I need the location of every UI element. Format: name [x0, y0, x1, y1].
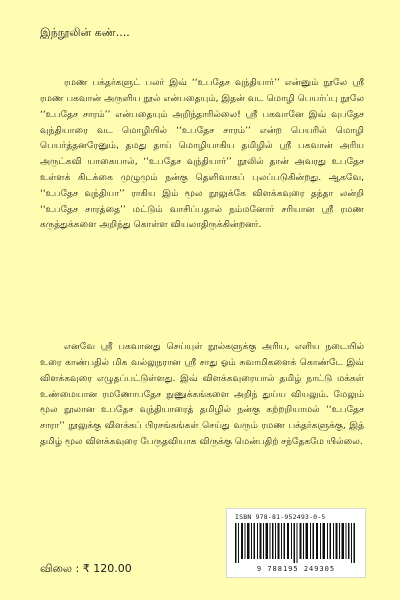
isbn-barcode-block — [226, 508, 366, 578]
barcode-icon — [235, 523, 357, 563]
paragraph-2: எனவே ஸ்ரீ பகவானது செய்யுள் நூல்களுக்கு அரிய, எளிய நடையில் உரை காண்பதில் மிக வல்லுநரான ஸ்ரீ சாது ஓம் சுவாமிகளைக் கொண்டே இவ் விளக்கவுரை எழுதப்பட்டுள்ளது. இவ் விளக்கவுரையால் தமிழ் நாட்டு மக்கள் உண்மையான ரமணோபதேச நுணுக்கங்களை அறிந் துய்ய வியலும். மேலும் மூல நூலான உபதேச வுந்தியாரைத் தமிழில் நன்கு கற்றறியாமல் ‘‘உபதேச சாரா’’ நூலுக்கு விளக்கப் பிரசங்கங்கள் செய்து வரும் ரமண பக்தர்களுக்கு, இத் தமிழ் மூல விளக்கவுரை பேருதவியாக விருக்கு மென்பதிற் சந்தேகமே யில்லை. — [40, 341, 364, 447]
paragraph-1: ரமண பக்தர்களுட் பலர் இவ் ‘‘உபதேச வுந்தியார்’’ என்னும் நூலே ஸ்ரீ ரமண பகவான் அருளிய நூல் என்பதையும், இதன் வட மொழி பெயர்ப்பு நூலே ‘‘உபதேச சாரம்’’ என்பதையும் அறிந்தாரில்லை! ஸ்ரீ பகவானே இவ் வுபதேச வுந்தியாரை வட மொழியில் ‘‘உபதேச சாரம்’’ என்ற பெயரில் மொழி பெயர்த்தனரேனும், தமது தாய் மொழியாகிய தமிழில் ஸ்ரீ பகவான் அரிய அருட்கவி யாகையால், ‘‘உபதேச வுந்தியார்’’ நூலில் தான் அவரது உபதேச உள்ளக் கிடக்கை முழுமும் நன்கு தெளிவாகப் புலப்படுகின்றது. ஆகவே, ‘‘உபதேச வுந்தியா’’ ராகிய இம் மூல நூலுக்கே விளக்கவுரை தந்தா லன்றி ‘‘உபதேச சாரத்தை’’ மட்டும் வாசிப்பதால் நம்மனோர் சரியான ஸ்ரீ ரமண கருத்துக்களை அறிந்து கொள்ள வியலாதிருக்கின்றனர். — [40, 77, 364, 231]
barcode-number: 9 788195 249305 — [256, 565, 336, 573]
isbn-label: ISBN 978-81-952493-0-5 — [235, 513, 326, 521]
price-label: விலை : ₹ 120.00 — [40, 562, 132, 575]
heading: இந்நூலின் கண்.... — [40, 26, 130, 39]
